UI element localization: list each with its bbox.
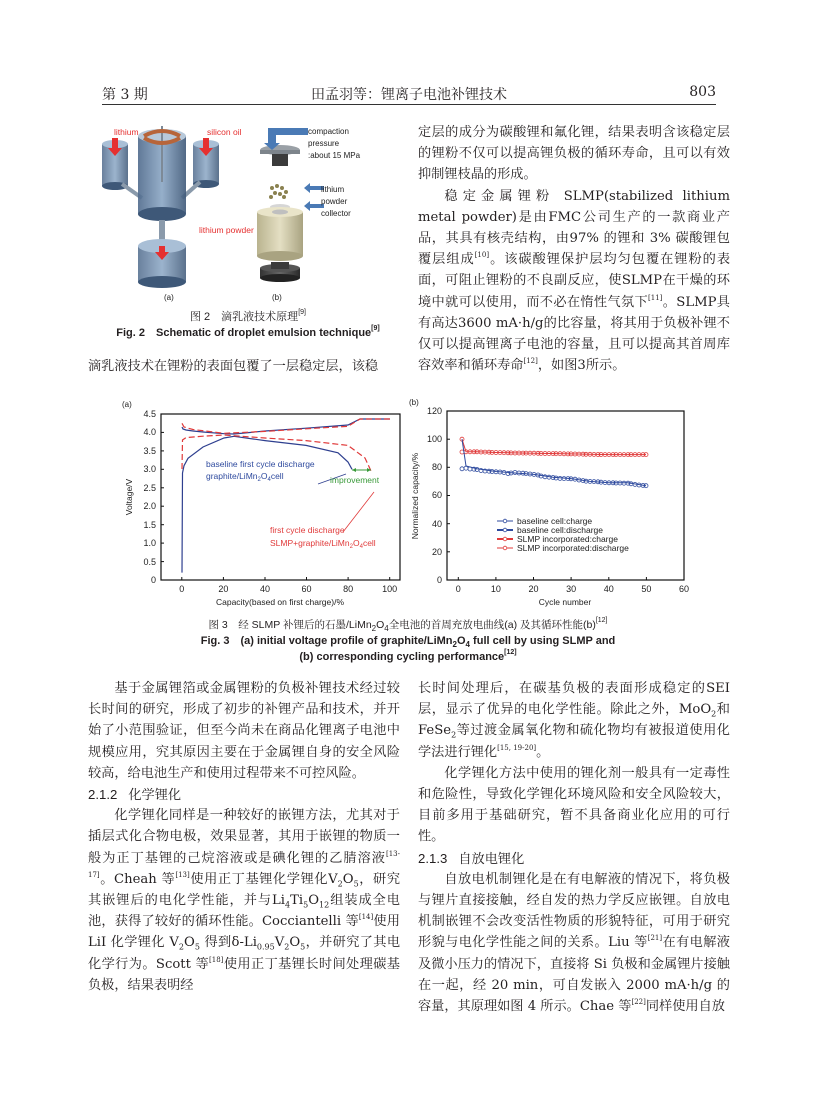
svg-text:baseline cell:discharge: baseline cell:discharge [517,525,603,535]
svg-text:10: 10 [490,584,501,594]
svg-text:lithium powder: lithium powder [199,225,254,235]
svg-text:Cycle number: Cycle number [538,597,592,607]
citation: [12] [523,357,538,366]
svg-text::about 15 MPa: :about 15 MPa [308,151,361,160]
svg-text:1.0: 1.0 [143,538,156,548]
figure-2-caption-en [88,324,408,340]
svg-text:lithium: lithium [321,185,345,194]
svg-text:3.0: 3.0 [143,464,156,474]
svg-text:0: 0 [436,575,442,585]
svg-text:first cycle discharge: first cycle discharge [270,525,345,535]
running-title: 田孟羽等：锂离子电池补锂技术 [311,87,507,103]
svg-text:2.0: 2.0 [143,501,156,511]
svg-text:baseline cell:charge: baseline cell:charge [517,516,593,526]
svg-text:graphite/LiMn2O4cell: graphite/$LiMn_2O_4cell$ [206,471,284,483]
svg-text:0.5: 0.5 [143,557,156,567]
svg-text:Voltage/V: Voltage/V [124,478,134,516]
paragraph: 稳定金属锂粉 SLMP(stabilized lithium metal powder)是由FMC公司生产的一款商业产品，其具有核壳结构，由97% 的锂和 3% 碳酸锂包覆层组成[10]。该碳酸锂保护层均匀包覆在锂粉的表面，可阻止锂粉的不良副反应，使SLMP在干燥的环境中就可以使用，而不必在惰性气氛下[11]。SLMP具有高达3600 mA·h/g的比容量，将其用于负极补锂不仅可以提高锂离子电池的容量，且可以提高其首周库容效率和循环寿命[12]，如图3所示。 [418,188,731,374]
citation: [11] [648,293,663,302]
svg-text:Normalized capacity/%: Normalized capacity/% [410,452,420,540]
svg-text:(b): (b) [272,293,282,302]
svg-text:100: 100 [426,434,442,444]
svg-text:0: 0 [150,575,156,585]
svg-text:SLMP incorporated:discharge: SLMP incorporated:discharge [517,543,629,553]
citation: [14] [358,913,374,922]
svg-text:40: 40 [431,519,442,529]
citation: [13] [175,870,190,879]
figure-3-caption-cn: 图 3 经 SLMP 补锂后的石墨$/LiMn_2O_4$全电池的首周充放电曲线(a) 及其循环性能(b)[12] [208,617,608,634]
svg-text:60: 60 [678,584,690,594]
figure-3-caption-en: Fig. 3 (a) initial voltage profile of graphite/$LiMn_2O_4$ full cell by using SLMP and (b) corresponding cycling performance[12] [200,635,616,663]
svg-text:50: 50 [641,584,652,594]
svg-text:120: 120 [426,406,442,416]
svg-text:80: 80 [343,584,354,594]
section-heading-2-1-3: 2.1.3 自放电锂化 [418,850,525,866]
svg-text:lithium: lithium [114,127,139,137]
right-column-top [418,122,730,376]
svg-text:0: 0 [455,584,461,594]
section-heading-2-1-2: 2.1.2 化学锂化 [88,787,182,803]
svg-text:(b): (b) [409,398,419,407]
paragraph: 基于金属锂箔或金属锂粉的负极补锂技术经过较长时间的研究，形成了初步的补锂产品和技术，并开始了小范围验证，但至今尚未在商品化锂离子电池中规模应用，究其原因主要在于金属锂自身的安全风险较高，给电池生产和使用过程带来不可控风险。 [88,681,400,781]
caption-text: 图 2 滴乳液技术原理 [190,311,299,323]
citation: [12] [504,649,517,656]
paragraph: 化学锂化同样是一种较好的嵌锂方法，尤其对于插层式化合物电极，效果显著，其用于嵌锂的物质一般为正丁基锂的己烷溶液或是碘化锂的乙腈溶液[13-17]。Cheah 等[13]使用正丁基锂化学锂化$V_2O_5$，研究其嵌锂后的电化学性能，并与$Li_4Ti_5O_{12}$组装成全电池，获得了较好的循环性能。Cocciantelli 等[14]使用 LiI 化学锂化 $V_2O_5$ 得到$\delta-Li_{0.95}V_2O_5$，并研究了其电化学行为。Scott 等[18]使用正丁基锂长时间处理碳基负极，结果表明经 [88,808,401,993]
figure-2-caption-cn [88,308,408,324]
svg-text:baseline first cycle discharge: baseline first cycle discharge [206,459,315,469]
svg-text:powder: powder [321,197,348,206]
svg-text:pressure: pressure [308,139,340,148]
svg-text:(a): (a) [164,293,174,302]
caption-text: Fig. 2 Schematic of droplet emulsion technique [116,327,372,339]
svg-text:improvement: improvement [330,475,380,485]
svg-text:40: 40 [259,584,271,594]
citation: [12] [595,617,608,624]
citation: [22] [631,998,646,1007]
svg-text:3.5: 3.5 [143,446,156,456]
svg-text:1.5: 1.5 [143,520,156,530]
svg-text:100: 100 [382,584,398,594]
running-header [102,82,716,105]
svg-text:Capacity(based on first charge: Capacity(based on first charge)/% [215,597,345,607]
svg-text:4.0: 4.0 [143,427,156,437]
svg-text:SLMP incorporated:charge: SLMP incorporated:charge [517,534,618,544]
left-column-bottom [88,678,400,996]
issue-number: 第 3 期 [102,87,148,103]
citation: [13-17] [88,849,400,879]
svg-text:60: 60 [431,490,442,500]
citation: [18] [209,955,224,964]
left-column-top [88,356,400,377]
paragraph: 滴乳液技术在锂粉的表面包覆了一层稳定层，该稳 [88,359,379,374]
citation: [9] [371,325,380,332]
figure-2 [100,122,400,304]
paragraph: 定层的成分为碳酸锂和氟化锂，结果表明含该稳定层的锂粉不仅可以提高锂负极的循环寿命，且可以有效抑制锂枝晶的形成。 [418,125,730,183]
svg-text:20: 20 [431,547,442,557]
svg-text:silicon oil: silicon oil [207,127,242,137]
citation: [21] [647,934,663,943]
citation: [10] [474,251,490,260]
paragraph: 自放电机制锂化是在有电解液的情况下，将负极与锂片直接接触，经自发的热力学反应嵌锂。自放电机制嵌锂不会改变活性物质的形貌特征，可用于研究形貌与电化学性能之间的关系。Liu 等[21]在有电解液及微小压力的情况下，直接将 Si 负极和金属锂片接触在一起，经 20 min，可自发嵌入 2000 mA·h/g 的容量，其原理如图 4 所示。Chae 等[22]同样使用自放 [418,871,730,1015]
chart-legend [497,516,629,553]
svg-text:SLMP+graphite/LiMn2O4cell: $SLMP+graphite/LiMn_2O_4cell$ [270,538,376,550]
svg-text:(a): (a) [122,400,132,409]
svg-text:0: 0 [179,584,185,594]
svg-text:30: 30 [566,584,577,594]
svg-text:2.5: 2.5 [143,483,156,493]
svg-text:collector: collector [321,209,351,218]
svg-text:40: 40 [603,584,614,594]
figure-3b-chart [405,396,700,611]
page-number: 803 [689,84,716,100]
droplet-emulsion-schematic [100,122,400,304]
citation: [9] [298,309,306,316]
figure-3a-chart [118,396,408,611]
svg-text:20: 20 [528,584,539,594]
svg-text:4.5: 4.5 [143,409,156,419]
svg-text:80: 80 [431,462,442,472]
svg-text:compaction: compaction [308,127,349,136]
paragraph: 化学锂化方法中使用的锂化剂一般具有一定毒性和危险性，导致化学锂化环境风险和安全风险较大，目前多用于基础研究，暂不具备商业化应用的可行性。 [418,765,730,845]
citation: [15, 19-20] [497,743,537,752]
svg-text:20: 20 [218,584,229,594]
svg-text:60: 60 [301,584,312,594]
right-column-bottom [418,678,730,1017]
paragraph: 长时间处理后，在碳基负极的表面形成稳定的SEI层，显示了优异的电化学性能。除此之外，MoO$_2$和 FeSe$_2$等过渡金属氧化物和硫化物均有被报道使用化学法进行锂化[15, 19-20]。 [418,681,730,760]
